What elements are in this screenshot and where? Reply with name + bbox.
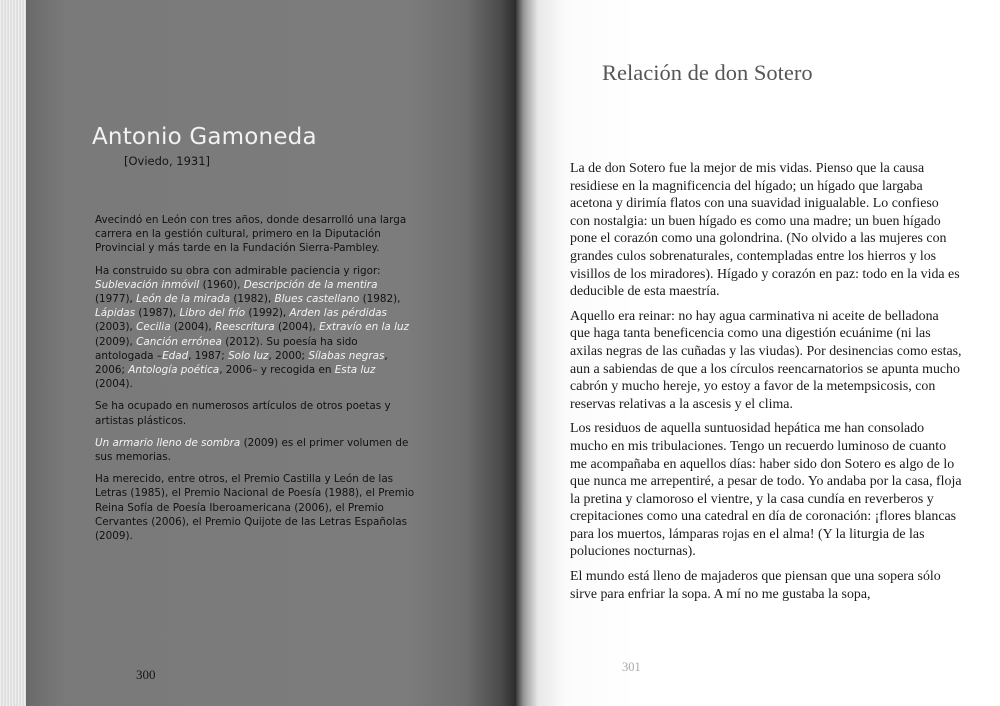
poem-title: Relación de don Sotero	[602, 60, 813, 85]
work-title: Libro del frío	[179, 307, 246, 320]
poem-paragraph: La de don Sotero fue la mejor de mis vidas. Pienso que la causa residiese en la magnificencia del hígado; un hígado que largaba acetona y dirimía flatos con una suavidad inigualable. Lo confieso con nostalgia: un buen hígado es como una madre; un buen hígado pone el corazón como una golondrina. (No olvido a las mujeres con grandes culos sobrenaturales, contempladas entre los hierros y los visillos de los miradores). Hígado y corazón en paz: todo en la vida es deducible de esta maestría.	[570, 161, 960, 300]
poem-paragraph: Los residuos de aquella suntuosidad hepática me han consolado mucho en mis tribulaciones. Tengo un recuerdo luminoso de cuanto me acompañaba en aquellos días: haber sido don Sotero es algo de lo que nunca me arrepentiré, a pesar de todo. Yo andaba por la casa, floja la pretina y clamoroso el vientre, y la casa cundía en reverberos y crepitaciones como una catedral en día de coronación: ¡flores blancas para los muertos, lámparas rojas en el alma! (Y la liturgia de las poluciones nocturnas).	[570, 421, 962, 560]
author-origin: [Oviedo, 1931]	[124, 154, 211, 168]
left-page-number: 300	[136, 667, 156, 682]
work-title: Edad	[162, 349, 189, 362]
bio-paragraph: Se ha ocupado en numerosos artículos de otros poetas y artistas plásticos.	[95, 400, 391, 427]
right-page-number: 301	[622, 660, 641, 674]
bio-works-paragraph: Ha construido su obra con admirable paciencia y rigor: Sublevación inmóvil (1960), Descripción de la mentira (1977), León de la mirada (1982), Blues castellano (1982), Lápidas (1987), Libro del frío (1992), Arden las pérdidas (2003), Cecilia (2004), Reescritura (2004), Extravío en la luz (2009), Canción errónea (2012). Su poesía ha sido antologada –Edad, 1987; Solo luz, 2000; Sílabas negras, 2006; Antología poética, 2006– y recogida en Esta luz (2004).	[95, 264, 410, 391]
work-title: Reescritura	[215, 321, 275, 334]
poem-paragraph: Aquello era reinar: no hay agua carminativa ni aceite de belladona que haga tanta beneficencia como una digestión ecuánime (ni las axilas negras de las cuñadas y las viudas). Por desinencias como estas, aun a sabiendas de que a los círculos reencarnatorios se apunta mucho cabrón y mucho hereje, yo estoy a favor de la metempsicosis, con reservas relativas a la ascesis y el clima.	[570, 308, 962, 412]
author-name: Antonio Gamoneda	[92, 124, 317, 150]
work-title: Un armario lleno de sombra	[95, 436, 241, 449]
work-title: Antología poética	[128, 364, 220, 377]
bio-memoir-paragraph: Un armario lleno de sombra (2009) es el primer volumen de sus memorias.	[95, 436, 409, 464]
work-title: Canción errónea	[136, 335, 222, 348]
bio-awards-paragraph: Ha merecido, entre otros, el Premio Castilla y León de las Letras (1985), el Premio Nacional de Poesía (1988), el Premio Reina Sofía de Poesía Iberoamericana (2006), el Premio Cervantes (2006), el Premio Quijote de las Letras Españolas (2009).	[95, 473, 415, 543]
work-title: Arden las pérdidas	[289, 307, 387, 320]
poem-paragraph: El mundo está lleno de majaderos que piensan que una sopera sólo sirve para enfriar la sopa. A mí no me gustaba la sopa,	[570, 569, 941, 602]
work-title: Descripción de la mentira	[243, 278, 378, 291]
work-title: Sublevación inmóvil	[95, 278, 200, 291]
work-title: Blues castellano	[274, 293, 360, 306]
work-title: Lápidas	[95, 307, 136, 320]
work-title: Extravío en la luz	[319, 321, 410, 334]
work-title: Cecilia	[136, 321, 171, 334]
work-title: Solo luz	[228, 349, 269, 362]
page-edges	[0, 0, 26, 706]
author-bio	[95, 213, 415, 551]
work-title: Esta luz	[334, 364, 376, 377]
poem-body	[570, 160, 962, 610]
bio-paragraph: Avecindó en León con tres años, donde desarrolló una larga carrera en la gestión cultural, primero en la Diputación Provincial y más tarde en la Fundación Sierra-Pambley.	[95, 214, 407, 255]
work-title: León de la mirada	[136, 293, 231, 306]
work-title: Sílabas negras	[308, 349, 385, 362]
